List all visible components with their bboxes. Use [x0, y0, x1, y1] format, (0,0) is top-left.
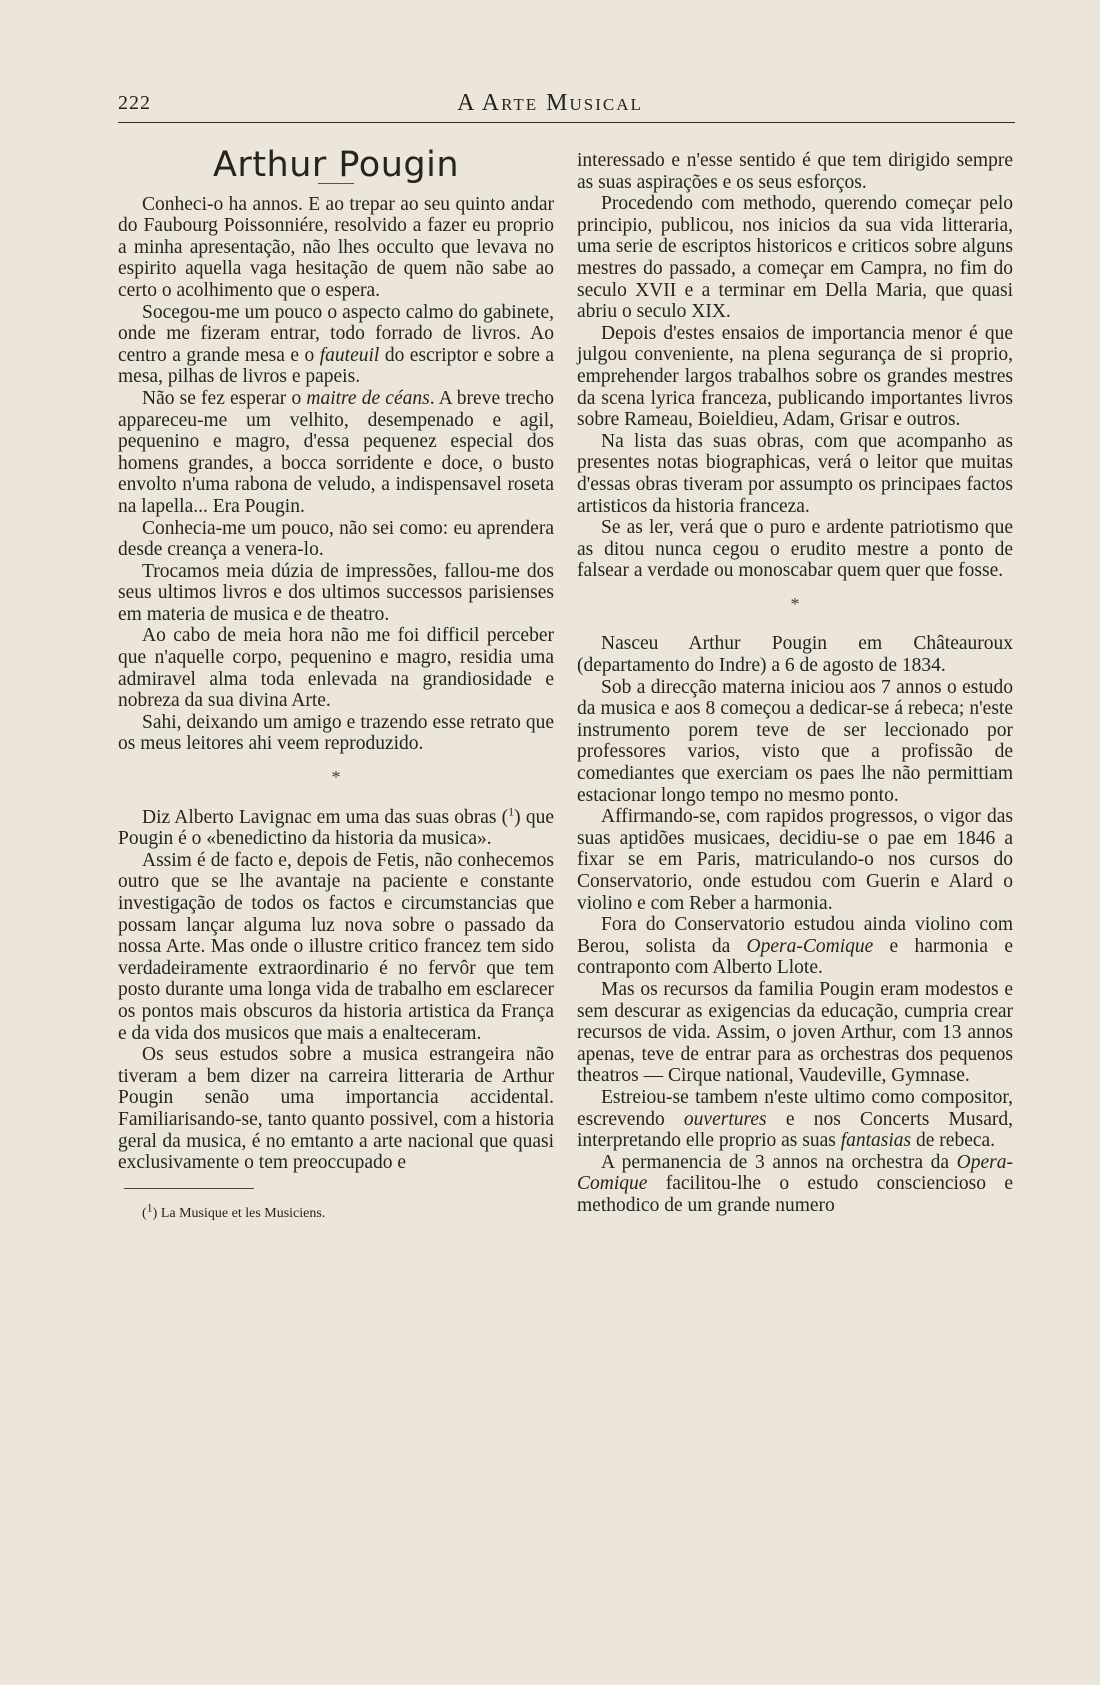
- paragraph: Depois d'estes ensaios de importancia menor é que julgou conveniente, na plena segurança de si proprio, emprehender largos trabalhos sobre os grandes mestres da scena lyrica franceza, publicando importantes livros sobre Rameau, Boieldieu, Adam, Grisar e outros.: [577, 322, 1013, 431]
- article-title: Arthur Pougin: [212, 145, 459, 185]
- paragraph: interessado e n'esse sentido é que tem dirigido sempre as suas aspirações e os seus esforços.: [577, 150, 1013, 193]
- header-rule: [118, 122, 1015, 123]
- page-number: 222: [118, 92, 151, 114]
- paragraph: Se as ler, verá que o puro e ardente patriotismo que as ditou nunca cegou o erudito mestre a ponto de falsear a verdade ou monoscabar quem quer que fosse.: [577, 517, 1013, 582]
- paragraph: Mas os recursos da familia Pougin eram modestos e sem descurar as exigencias da educação, cumpria crear recursos de vida. Assim, o joven Arthur, com 13 annos apenas, teve de entrar para as orchestras dos pequenos theatros — Cirque national, Vaudeville, Gymnase.: [577, 978, 1013, 1087]
- right-column: [577, 150, 1013, 1217]
- paragraph: Diz Alberto Lavignac em uma das suas obras ($^1$) que Pougin é o «benedictino da historia da musica».: [118, 804, 554, 850]
- paragraph: Conhecia-me um pouco, não sei como: eu aprendera desde creança a venera-lo.: [118, 517, 554, 561]
- paragraph: Assim é de facto e, depois de Fetis, não conhecemos outro que se lhe avantaje na paciente e constante investigação de todos os factos e circumstancias que possam lançar alguma luz nova sobre o passado da nossa Arte. Mas onde o illustre critico francez tem sido verdadeiramente extraordinario é no fervôr que tem posto durante uma longa vida de trabalho em esclarecer os pontos mais obscuros da historia artistica da França e da vida dos musicos que mais a enalteceram.: [118, 849, 554, 1044]
- footnote-rule: [124, 1188, 254, 1189]
- paragraph: Affirmando-se, com rapidos progressos, o vigor das suas aptidões musicaes, decidiu-se o pae em 1846 a fixar se em Paris, matriculando-o nos cursos do Conservatorio, onde estudou com Guerin e Alard o violino e com Reber a harmonia.: [577, 806, 1013, 914]
- footnote: ($^1$) La Musique et les Musiciens.: [142, 1200, 326, 1221]
- paragraph: Não se fez esperar o maitre de céans. A breve trecho appareceu-me um velhito, desempenado e agil, pequenino e magro, d'essa pequenez especial dos homens grandes, a bocca sorridente e doce, o busto envolto n'uma rabona de veludo, a indispensavel roseta na lapella... Era Pougin.: [118, 387, 554, 517]
- paragraph: A permanencia de 3 annos na orchestra da Opera-Comique facilitou-lhe o estudo consciencioso e methodico de um grande numero: [577, 1151, 1013, 1216]
- paragraph: Os seus estudos sobre a musica estrangeira não tiveram a bem dizer na carreira litteraria de Arthur Pougin senão uma importancia accidental. Familiarisando-se, tanto quanto possivel, com a historia geral da musica, é no emtanto a arte nacional que quasi exclusivamente o tem preoccupado e: [118, 1044, 554, 1174]
- paragraph: Trocamos meia dúzia de impressões, fallou-me dos seus ultimos livros e dos ultimos successos parisienses em materia de musica e de theatro.: [118, 560, 554, 625]
- paragraph: Estreiou-se tambem n'este ultimo como compositor, escrevendo ouvertures e nos Concerts Musard, interpretando elle proprio as suas fantasias de rebeca.: [577, 1086, 1013, 1152]
- paragraph: Conheci-o ha annos. E ao trepar ao seu quinto andar do Faubourg Poissonniére, resolvido a fazer eu proprio a minha apresentação, não lhes occulto que levava no espirito aquella vaga hesitação de quem não sabe ao certo o acolhimento que o espera.: [118, 193, 554, 301]
- paragraph: Procedendo com methodo, querendo começar pelo principio, publicou, nos inicios da sua vida litteraria, uma serie de escriptos historicos e criticos sobre alguns mestres do passado, a começar em Campra, no fim do seculo XVII e a terminar em Della Maria, que quasi abriu o seculo XIX.: [577, 193, 1013, 323]
- section-separator: *: [331, 767, 341, 788]
- paragraph: Sob a direcção materna iniciou aos 7 annos o estudo da musica e aos 8 começou a dedicar-se á rebeca; n'este instrumento porem teve de ser leccionado por professores varios, visto que a profissão de comediantes que exerciam os paes lhe não permittiam estacionar longo tempo no mesmo ponto.: [577, 676, 1013, 806]
- section-separator: *: [790, 593, 800, 614]
- paragraph: Ao cabo de meia hora não me foi difficil perceber que n'aquelle corpo, pequenino e magro, residia uma admiravel alma toda enlevada na grandiosidade e nobreza da sua divina Arte.: [118, 625, 554, 712]
- running-header-title: A Arte Musical: [457, 90, 643, 116]
- paragraph: Sahi, deixando um amigo e trazendo esse retrato que os meus leitores ahi veem reproduzido.: [118, 711, 554, 755]
- paragraph: Nasceu Arthur Pougin em Châteauroux (departamento do Indre) a 6 de agosto de 1834.: [577, 633, 1013, 677]
- left-column: [118, 145, 554, 1223]
- paragraph: Fora do Conservatorio estudou ainda violino com Berou, solista da Opera-Comique e harmonia e contraponto com Alberto Llote.: [577, 914, 1013, 979]
- paragraph: Socegou-me um pouco o aspecto calmo do gabinete, onde me fizeram entrar, todo forrado de livros. Ao centro a grande mesa e o fauteuil do escriptor e sobre a mesa, pilhas de livros e papeis.: [118, 301, 554, 388]
- footnote-reference: 1: [508, 804, 515, 819]
- paragraph: Na lista das suas obras, com que acompanho as presentes notas biographicas, verá o leitor que muitas d'essas obras tiveram por assumpto os principaes factos artisticos da historia franceza.: [577, 430, 1013, 517]
